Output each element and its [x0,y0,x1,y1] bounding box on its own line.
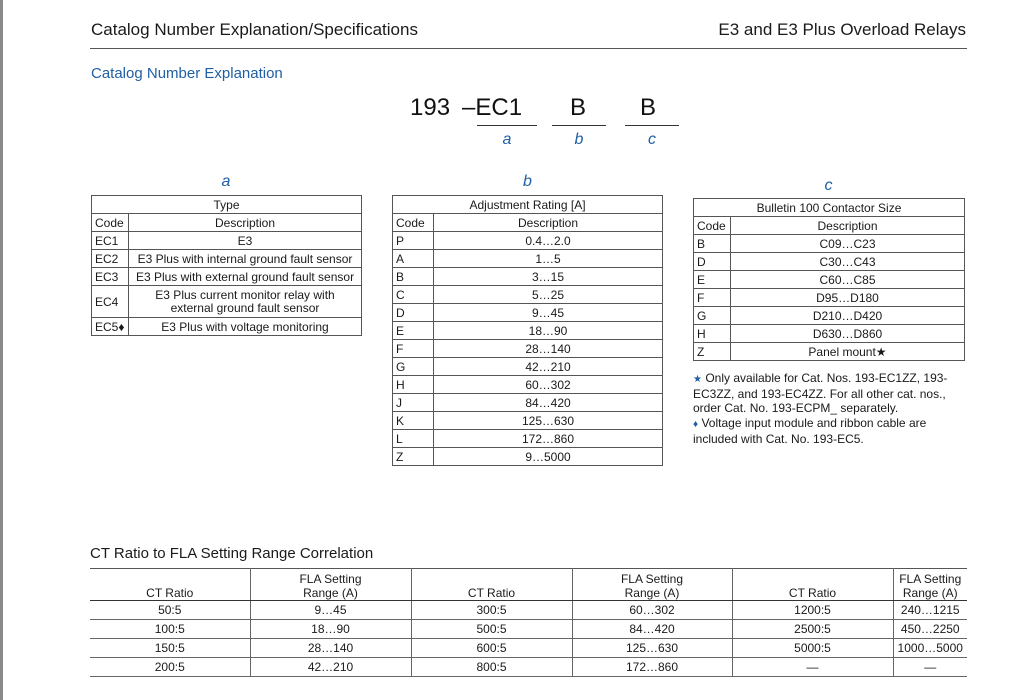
ct-cell: 172…860 [572,658,732,677]
ct-cell: 1000…5000 [893,639,967,658]
adjustment-table-desc-header: Description [434,214,663,232]
adjustment-desc: 9…5000 [434,448,663,466]
catalog-underline-c [625,125,679,126]
ct-cell: 450…2250 [893,620,967,639]
adjustment-desc: 42…210 [434,358,663,376]
table-row [393,394,663,412]
ct-header-fla-range: FLA Setting Range (A) [893,568,967,601]
ct-cell: 2500:5 [732,620,893,639]
ct-cell: 300:5 [411,601,572,620]
table-row [393,268,663,286]
type-table-code-header: Code [92,214,129,232]
table-row [393,412,663,430]
adjustment-desc: 28…140 [434,340,663,358]
adjustment-table-caption: Adjustment Rating [A] [393,196,663,214]
contactor-desc: D630…D860 [731,325,965,343]
adjustment-code: B [393,268,434,286]
type-desc: E3 [129,232,362,250]
catalog-segment-c: B [640,94,657,121]
table-row [92,286,362,318]
ct-cell: 28…140 [250,639,411,658]
adjustment-rating-table [392,195,663,466]
contactor-table-caption: Bulletin 100 Contactor Size [694,199,965,217]
table-row [694,289,965,307]
header-right-title: E3 and E3 Plus Overload Relays [718,20,966,39]
adjustment-code: F [393,340,434,358]
catalog-segment-b: B [570,94,587,121]
star-icon: ★ [693,374,702,385]
footnote-star [693,371,968,415]
contactor-desc: C09…C23 [731,235,965,253]
adjustment-desc: 0.4…2.0 [434,232,663,250]
ct-ratio-table [90,568,967,677]
diamond-icon: ♦ [693,419,699,430]
adjustment-code: G [393,358,434,376]
contactor-code: B [694,235,731,253]
ct-cell: 600:5 [411,639,572,658]
ct-header-fla-range: FLA Setting Range (A) [572,568,732,601]
ct-cell: 200:5 [90,658,250,677]
contactor-desc: D95…D180 [731,289,965,307]
ct-header-ct-ratio: CT Ratio [90,568,250,601]
table-row [393,376,663,394]
table-row [393,358,663,376]
catalog-segment-a: –EC1 [462,94,523,121]
header-divider [90,48,967,49]
adjustment-code: J [393,394,434,412]
table-row [393,430,663,448]
ct-cell: 9…45 [250,601,411,620]
table-b-letter: b [523,173,532,190]
ct-cell: 125…630 [572,639,732,658]
type-desc: E3 Plus current monitor relay with external ground fault sensor [129,286,362,318]
table-c-letter: c [824,177,833,194]
ct-header-fla-range: FLA Setting Range (A) [250,568,411,601]
contactor-table-desc-header: Description [731,217,965,235]
table-a-letter: a [221,173,231,190]
table-row [92,318,362,336]
table-row [393,250,663,268]
adjustment-code: E [393,322,434,340]
header-left-title: Catalog Number Explanation/Specifications [91,20,418,39]
ct-cell: 800:5 [411,658,572,677]
ct-cell: 5000:5 [732,639,893,658]
adjustment-code: K [393,412,434,430]
table-row [393,304,663,322]
table-row [90,601,967,620]
type-code: EC2 [92,250,129,268]
ct-cell: 50:5 [90,601,250,620]
type-code: EC5♦ [92,318,129,336]
adjustment-desc: 9…45 [434,304,663,322]
table-row [90,639,967,658]
table-row [694,271,965,289]
contactor-code: Z [694,343,731,361]
footnote-diamond [693,416,968,446]
ct-section-title: CT Ratio to FLA Setting Range Correlation [90,545,374,562]
contactor-desc: Panel mount★ [731,343,965,361]
adjustment-desc: 1…5 [434,250,663,268]
table-row [694,307,965,325]
catalog-prefix: 193 [410,94,451,121]
type-desc: E3 Plus with voltage monitoring [129,318,362,336]
table-row [393,340,663,358]
table-row [393,322,663,340]
footnote-diamond-text: Voltage input module and ribbon cable are included with Cat. No. 193-EC5. [693,416,927,446]
ct-cell: — [893,658,967,677]
ct-header-ct-ratio: CT Ratio [732,568,893,601]
table-row [694,325,965,343]
type-desc: E3 Plus with external ground fault sensor [129,268,362,286]
adjustment-desc: 172…860 [434,430,663,448]
adjustment-code: C [393,286,434,304]
contactor-code: E [694,271,731,289]
contactor-code: G [694,307,731,325]
catalog-letter-a: a [502,131,512,148]
type-code: EC3 [92,268,129,286]
adjustment-code: H [393,376,434,394]
contactor-code: F [694,289,731,307]
table-row [92,268,362,286]
adjustment-code: P [393,232,434,250]
table-row [393,286,663,304]
catalog-underline-b [552,125,606,126]
adjustment-code: Z [393,448,434,466]
ct-header-ct-ratio: CT Ratio [411,568,572,601]
page-left-border [0,0,3,700]
type-desc: E3 Plus with internal ground fault sensor [129,250,362,268]
contactor-table-code-header: Code [694,217,731,235]
type-table [91,195,362,336]
contactor-size-table [693,198,965,361]
type-code: EC4 [92,286,129,318]
contactor-desc: C30…C43 [731,253,965,271]
table-row [694,253,965,271]
adjustment-desc: 3…15 [434,268,663,286]
table-row [694,235,965,253]
ct-cell: 240…1215 [893,601,967,620]
catalog-letter-c: c [648,131,656,148]
type-table-desc-header: Description [129,214,362,232]
ct-cell: 500:5 [411,620,572,639]
ct-cell: 1200:5 [732,601,893,620]
ct-cell: 150:5 [90,639,250,658]
catalog-underline-a [477,125,537,126]
table-row [393,448,663,466]
catalog-section-title: Catalog Number Explanation [91,65,283,82]
contactor-code: H [694,325,731,343]
table-row [92,232,362,250]
contactor-code: D [694,253,731,271]
footnote-star-text: Only available for Cat. Nos. 193-EC1ZZ, 193-EC3ZZ, and 193-EC4ZZ. For all other cat. nos., order Cat. No. 193-ECPM_ separately. [693,371,948,415]
ct-cell: 60…302 [572,601,732,620]
adjustment-desc: 60…302 [434,376,663,394]
adjustment-desc: 125…630 [434,412,663,430]
table-row [92,250,362,268]
adjustment-table-code-header: Code [393,214,434,232]
contactor-desc: D210…D420 [731,307,965,325]
ct-cell: — [732,658,893,677]
adjustment-desc: 84…420 [434,394,663,412]
ct-cell: 18…90 [250,620,411,639]
adjustment-desc: 5…25 [434,286,663,304]
type-code: EC1 [92,232,129,250]
table-row [90,620,967,639]
catalog-letter-b: b [574,131,584,148]
adjustment-code: L [393,430,434,448]
table-row [90,658,967,677]
table-row [694,343,965,361]
ct-cell: 84…420 [572,620,732,639]
adjustment-code: A [393,250,434,268]
type-table-caption: Type [92,196,362,214]
adjustment-desc: 18…90 [434,322,663,340]
ct-cell: 42…210 [250,658,411,677]
ct-cell: 100:5 [90,620,250,639]
table-row [393,232,663,250]
contactor-desc: C60…C85 [731,271,965,289]
adjustment-code: D [393,304,434,322]
